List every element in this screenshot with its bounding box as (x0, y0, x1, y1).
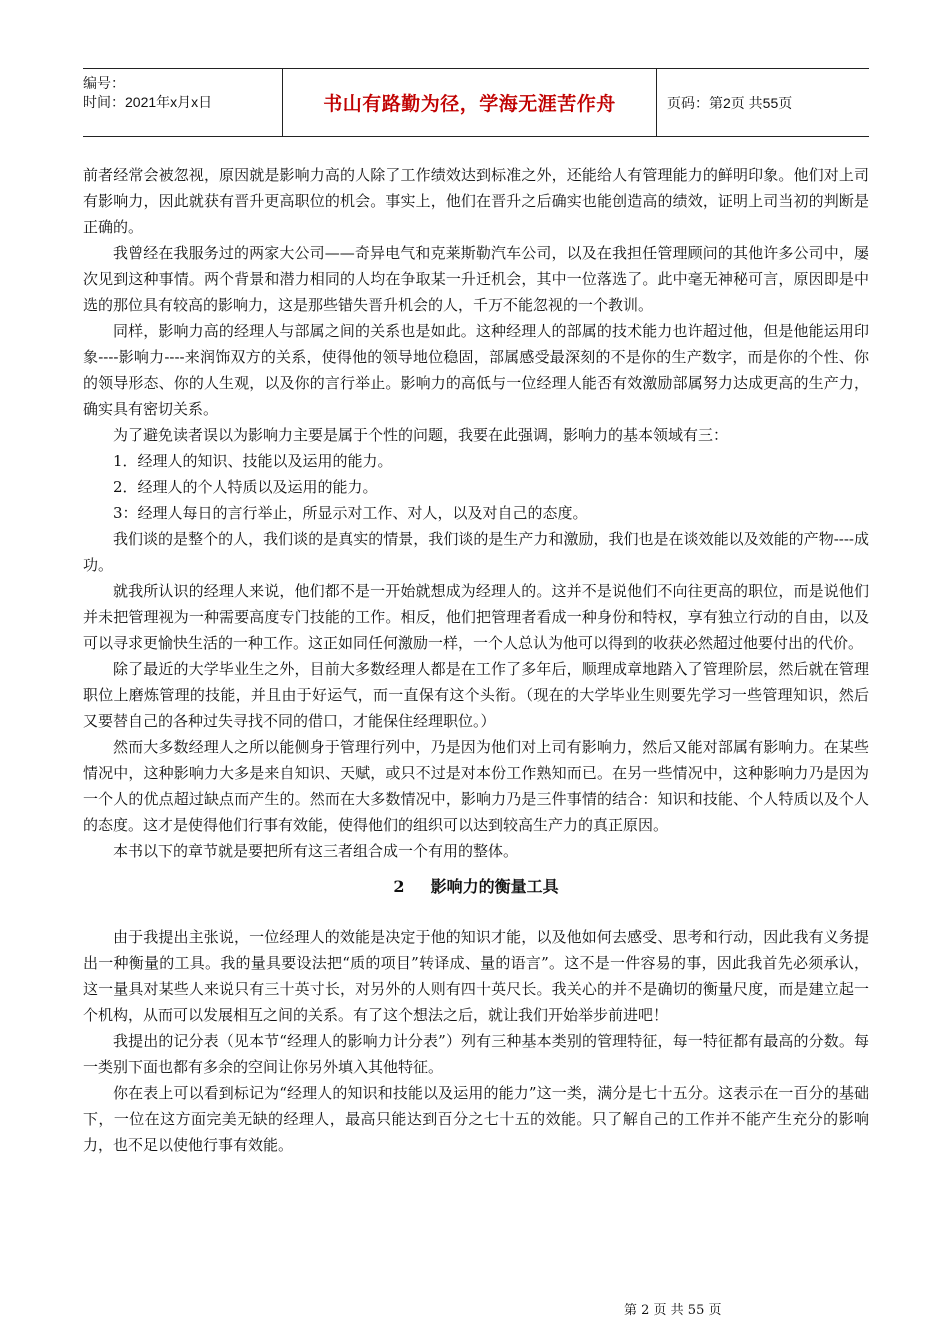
list-item: 3：经理人每日的言行举止，所显示对工作、对人，以及对自己的态度。 (113, 504, 588, 522)
list-item: 2．经理人的个人特质以及运用的能力。 (113, 478, 378, 496)
header-meta-cell (83, 69, 283, 136)
paragraph: 前者经常会被忽视，原因就是影响力高的人除了工作绩效达到标准之外，还能给人有管理能力的鲜明印象。他们对上司有影响力，因此就获有晋升更高职位的机会。事实上，他们在晋升之后确实也能创造高的绩效，证明上司当初的判断是正确的。 (83, 166, 869, 236)
paragraph: 我曾经在我服务过的两家大公司——奇异电气和克莱斯勒汽车公司，以及在我担任管理顾问的其他许多公司中，屡次见到这种事情。两个背景和潜力相同的人均在争取某一升迁机会，其中一位落选了。此中毫无神秘可言，原因即是中选的那位具有较高的影响力，这是那些错失晋升机会的人，千万不能忽视的一个教训。 (83, 244, 869, 314)
number-label: 编号： (83, 75, 125, 91)
paragraph: 除了最近的大学毕业生之外，目前大多数经理人都是在工作了多年后，顺理成章地踏入了管理阶层，然后就在管理职位上磨炼管理的技能，并且由于好运气，而一直保有这个头衔。（现在的大学毕业生则要先学习一些管理知识，然后又要替自己的各种过失寻找不同的借口，才能保住经理职位。） (83, 660, 869, 730)
date-label: 时间：2021年x月x日 (83, 94, 213, 110)
paragraph: 你在表上可以看到标记为“经理人的知识和技能以及运用的能力”这一类，满分是七十五分。这表示在一百分的基础下，一位在这方面完美无缺的经理人，最高只能达到百分之七十五的效能。只了解自己的工作并不能产生充分的影响力，也不足以使他行事有效能。 (83, 1084, 869, 1154)
document-body (83, 162, 869, 1158)
page-footer: 第 2 页 共 55 页 (624, 1303, 722, 1318)
paragraph: 然而大多数经理人之所以能侧身于管理行列中，乃是因为他们对上司有影响力，然后又能对部属有影响力。在某些情况中，这种影响力大多是来自知识、天赋，或只不过是对本份工作熟知而已。在另一些情况中，这种影响力乃是因为一个人的优点超过缺点而产生的。然而在大多数情况中，影响力乃是三件事情的结合：知识和技能、个人特质以及个人的态度。这才是使得他们行事有效能，使得他们的组织可以达到较高生产力的真正原因。 (83, 738, 869, 834)
page-info: 页码：第2页 共55页 (667, 94, 793, 111)
section-title: 影响力的衡量工具 (430, 877, 559, 896)
section-heading (83, 874, 869, 900)
paragraph: 就我所认识的经理人来说，他们都不是一开始就想成为经理人的。这并不是说他们不向往更高的职位，而是说他们并未把管理视为一种需要高度专门技能的工作。相反，他们把管理者看成一种身份和特权，享有独立行动的自由，以及可以寻求更愉快生活的一种工作。这正如同任何激励一样，一个人总认为他可以得到的收获必然超过他要付出的代价。 (83, 582, 869, 652)
section-number: 2 (393, 877, 405, 896)
paragraph: 为了避免读者误以为影响力主要是属于个性的问题，我要在此强调，影响力的基本领域有三： (113, 426, 729, 444)
list-item: 1．经理人的知识、技能以及运用的能力。 (113, 452, 393, 470)
paragraph: 由于我提出主张说，一位经理人的效能是决定于他的知识才能，以及他如何去感受、思考和行动，因此我有义务提出一种衡量的工具。我的量具要设法把“质的项目”转译成、量的语言”。这不是一件容易的事，因此我首先必须承认，这一量具对某些人来说只有三十英寸长，对另外的人则有四十英尺长。我关心的并不是确切的衡量尺度，而是建立起一个机构，从而可以发展相互之间的关系。有了这个想法之后，就让我们开始举步前进吧！ (83, 928, 869, 1024)
paragraph: 我提出的记分表（见本节“经理人的影响力计分表”）列有三种基本类别的管理特征，每一特征都有最高的分数。每一类别下面也都有多余的空间让你另外填入其他特征。 (83, 1032, 869, 1076)
paragraph: 本书以下的章节就是要把所有这三者组合成一个有用的整体。 (113, 842, 519, 860)
header-table (83, 68, 869, 137)
paragraph: 我们谈的是整个的人，我们谈的是真实的情景，我们谈的是生产力和激励，我们也是在谈效能以及效能的产物----成功。 (83, 530, 869, 574)
motto: 书山有路勤为径，学海无涯苦作舟 (283, 69, 657, 136)
paragraph: 同样，影响力高的经理人与部属之间的关系也是如此。这种经理人的部属的技术能力也许超过他，但是他能运用印象----影响力----来润饰双方的关系，使得他的领导地位稳固，部属感受最深刻的不是你的生产数字，而是你的个性、你的领导形态、你的人生观，以及你的言行举止。影响力的高低与一位经理人能否有效激励部属努力达成更高的生产力，确实具有密切关系。 (83, 322, 869, 418)
